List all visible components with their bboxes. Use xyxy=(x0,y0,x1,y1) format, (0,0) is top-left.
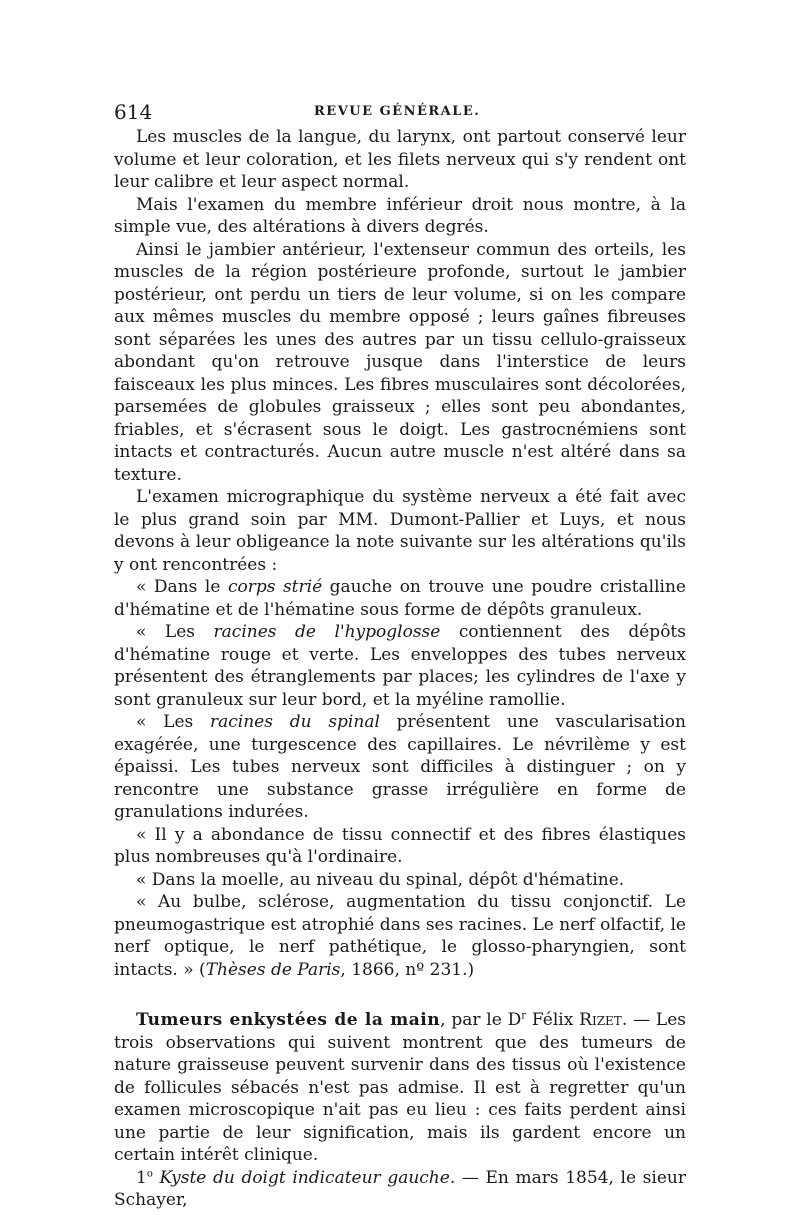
quote-paragraph xyxy=(114,621,686,711)
text-run: présentent une vascularisation exagérée, une turgescence des capillaires. Le névrilème y est épaissi. Les tubes nerveux sont difficiles à distinguer ; on y rencontre une substance grasse irrégulière en forme de granulations indurées. xyxy=(114,712,686,822)
author-first-name: Félix xyxy=(526,1010,580,1030)
quote-paragraph xyxy=(114,576,686,621)
citation xyxy=(199,960,474,980)
paragraph: Mais l'examen du membre inférieur droit nous montre, à la simple vue, des altérations à divers degrés. xyxy=(114,194,686,237)
italic-term: racines de l'hypoglosse xyxy=(213,622,441,642)
text-run: « Les xyxy=(136,622,214,642)
observation-paragraph xyxy=(114,1167,686,1212)
section-gap xyxy=(114,981,686,1009)
text-run: ( xyxy=(199,959,206,980)
section-title: Tumeurs enkystées de la main xyxy=(136,1010,441,1030)
section-paragraph xyxy=(114,1009,686,1167)
text-run: — En mars 1854, le sieur Schayer, xyxy=(114,1167,686,1210)
running-title: REVUE GÉNÉRALE. xyxy=(314,104,481,119)
author-last-name: Rizet xyxy=(579,1010,622,1030)
italic-term: racines du spinal xyxy=(210,712,380,732)
text-run: « Dans le xyxy=(136,577,228,597)
quote-paragraph: « Dans la moelle, au niveau du spinal, dépôt d'hématine. xyxy=(136,869,625,890)
superscript: r xyxy=(521,1010,527,1022)
observation-title: Kyste du doigt indicateur gauche. xyxy=(152,1167,456,1188)
running-head xyxy=(114,100,686,126)
page xyxy=(114,100,686,1212)
paragraph: Les muscles de la langue, du larynx, ont partout conservé leur volume et leur coloration, et les filets nerveux qui s'y rendent ont leur calibre et leur aspect normal. xyxy=(114,127,686,192)
quote-paragraph xyxy=(114,711,686,824)
text-run: , 1866, nº 231.) xyxy=(340,959,475,980)
italic-term: corps strié xyxy=(227,577,323,597)
text-run: gauche on trouve une poudre cristalline d'hématine et de l'hématine sous forme de dépôts granuleux. xyxy=(114,577,686,620)
observation-number: 1 xyxy=(136,1167,147,1188)
superscript: o xyxy=(146,1167,153,1179)
text-run: contiennent des dépôts d'hématine rouge et verte. Les enveloppes des tubes nerveux présentent des étranglements par places; les cylindres de l'axe y sont granuleux sur leur bord, et la myéline ramollie. xyxy=(114,622,686,710)
paragraph: L'examen micrographique du système nerveux a été fait avec le plus grand soin par MM. Dumont-Pallier et Luys, et nous devons à leur obligeance la note suivante sur les altérations qu'ils y ont rencontrées : xyxy=(114,487,686,575)
quote-paragraph: « Il y a abondance de tissu connectif et des fibres élastiques plus nombreuses qu'à l'ordinaire. xyxy=(114,824,686,867)
text-run: « Au bulbe, sclérose, augmentation du tissu conjonctif. Le pneumogastrique est atrophié dans ses racines. Le nerf olfactif, le nerf optique, le nerf pathétique, le glosso-pharyngien, sont intacts. » xyxy=(114,892,686,980)
paragraph: Ainsi le jambier antérieur, l'extenseur commun des orteils, les muscles de la région postérieure profonde, surtout le jambier postérieur, ont perdu un tiers de leur volume, si on les compare aux mêmes muscles du membre opposé ; leurs gaînes fibreuses sont séparées les unes des autres par un tissu cellulo-graisseux abondant qu'on retrouve jusque dans l'interstice de leurs faisceaux les plus minces. Les fibres musculaires sont décolorées, parsemées de globules graisseux ; elles sont peu abondantes, friables, et s'écrasent sous le doigt. Les gastrocnémiens sont intacts et contracturés. Aucun autre muscle n'est altéré dans sa texture. xyxy=(114,239,686,485)
text-run: , par le D xyxy=(440,1010,522,1030)
body-text xyxy=(114,126,686,1212)
citation-title: Thèses de Paris xyxy=(205,959,341,980)
page-number: 614 xyxy=(114,100,153,124)
text-run: « Les xyxy=(136,712,211,732)
quote-paragraph xyxy=(114,891,686,981)
text-run: . — Les trois observations qui suivent montrent que des tumeurs de nature graisseuse peuvent survenir dans des tissus où l'existence de follicules sébacés n'est pas admise. Il est à regretter qu'un examen microscopique n'ait pas eu lieu : ces faits perdent ainsi une partie de leur signification, mais ils gardent encore un certain intérêt clinique. xyxy=(114,1010,687,1165)
